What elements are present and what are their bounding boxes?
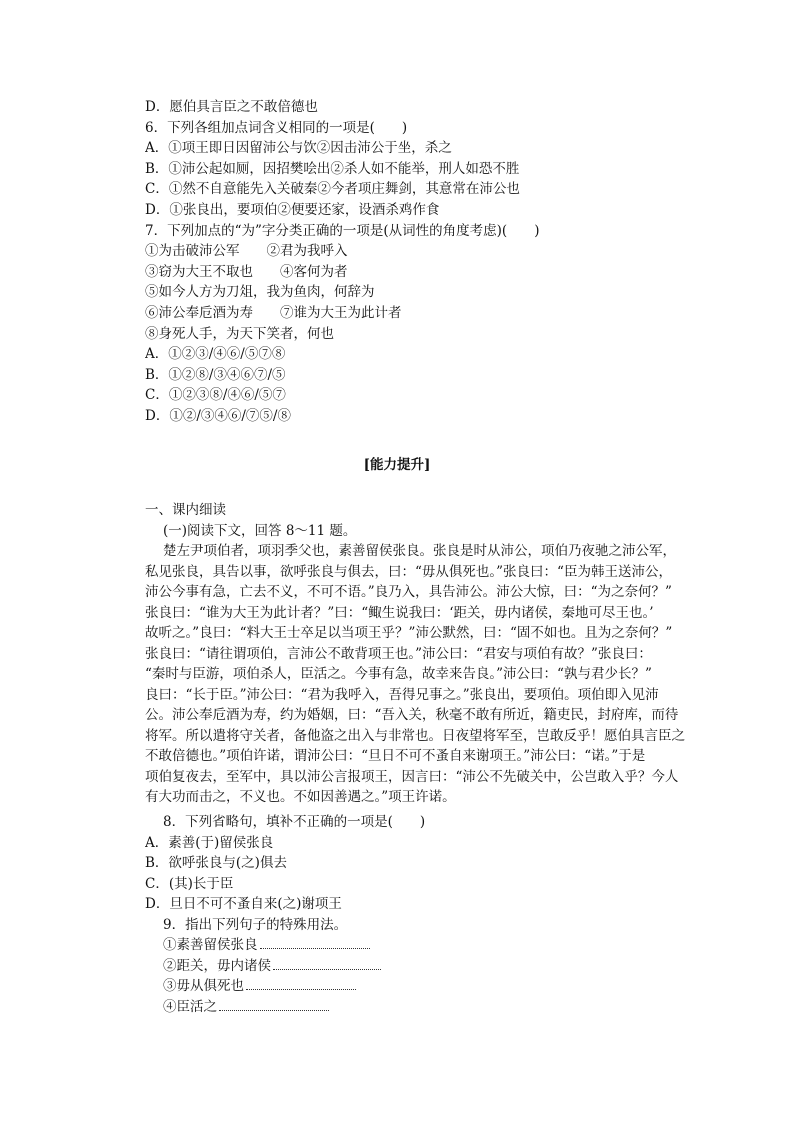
answer-blank[interactable] bbox=[260, 936, 370, 949]
passage-line: 公。沛公奉卮酒为寿，约为婚姻，曰：“吾入关，秋毫不敢有所近，籍吏民，封府库，而待 bbox=[145, 707, 679, 723]
reading-sub-title: (一)阅读下文，回答 8～11 题。 bbox=[163, 522, 357, 539]
q7-stem: 7．下列加点的“为”字分类正确的一项是(从词性的角度考虑)( ) bbox=[145, 222, 540, 239]
passage-line: 良曰：“长于臣。”沛公曰：“君为我呼入，吾得兄事之。”张良出，要项伯。项伯即入见沛 bbox=[145, 686, 659, 703]
q7-item-4: ⑥沛公奉卮酒为寿 ⑦谁为大王为此计者 bbox=[145, 305, 402, 321]
passage-line: 不敢倍德也。”项伯许诺，谓沛公曰：“旦日不可不蚤自来谢项王。”沛公曰：“诺。”于是 bbox=[145, 748, 646, 764]
q9-stem: 9．指出下列句子的特殊用法。 bbox=[163, 916, 348, 933]
passage-line: 私见张良，具告以事，欲呼张良与俱去，曰：“毋从俱死也。”张良曰：“臣为韩王送沛公， bbox=[145, 563, 672, 580]
q8-option-b: B．欲呼张良与(之)俱去 bbox=[145, 855, 287, 871]
q9-item-text: ①素善留侯张良 bbox=[163, 937, 258, 953]
q7-item-5: ⑧身死人手，为天下笑者，何也 bbox=[145, 325, 334, 342]
q7-item-1: ①为击破沛公军 ②君为我呼入 bbox=[145, 243, 348, 260]
q9-item-2 bbox=[163, 956, 685, 977]
q7-option-d: D．①②/③④⑥/⑦⑤/⑧ bbox=[145, 408, 291, 424]
answer-blank[interactable] bbox=[273, 957, 381, 970]
q6-option-b: B．①沛公起如厕，因招樊哙出②杀人如不能举，刑人如恐不胜 bbox=[145, 160, 520, 177]
q9-item-text: ④臣活之 bbox=[163, 998, 217, 1015]
q8-stem: 8．下列省略句，填补不正确的一项是( ) bbox=[163, 814, 426, 830]
q7-item-2: ③窃为大王不取也 ④客何为者 bbox=[145, 263, 348, 280]
passage-line: 张良曰：“谁为大王为此计者？”曰：“鲰生说我曰：‘距关，毋内诸侯，秦地可尽王也。’ bbox=[145, 604, 654, 621]
q7-item-3: ⑤如今人方为刀俎，我为鱼肉，何辞为 bbox=[145, 284, 375, 301]
q9-item-3 bbox=[163, 976, 685, 997]
q7-option-c: C．①②③⑧/④⑥/⑤⑦ bbox=[145, 387, 286, 404]
q5-option-d: D．愿伯具言臣之不敢倍德也 bbox=[145, 99, 318, 115]
answer-blank[interactable] bbox=[219, 998, 329, 1011]
passage-line: 项伯复夜去，至军中，具以沛公言报项王，因言曰：“沛公不先破关中，公岂敢入乎？今人 bbox=[145, 768, 679, 785]
q7-option-a: A．①②③/④⑥/⑤⑦⑧ bbox=[145, 346, 286, 363]
reading-part-title: 一、课内细读 bbox=[145, 502, 226, 518]
q6-option-d: D．①张良出，要项伯②便要还家，设酒杀鸡作食 bbox=[145, 202, 440, 218]
passage-line: 楚左尹项伯者，项羽季父也，素善留侯张良。张良是时从沛公，项伯乃夜驰之沛公军， bbox=[163, 543, 676, 559]
passage-line: 将军。所以遣将守关者，备他盗之出入与非常也。日夜望将军至，岂敢反乎！愿伯具言臣之 bbox=[145, 727, 685, 744]
q8-option-d: D．旦日不可不蚤自来(之)谢项王 bbox=[145, 896, 342, 912]
passage-line: “秦时与臣游，项伯杀人，臣活之。今事有急，故幸来告良。”沛公曰：“孰与君少长？” bbox=[145, 666, 652, 682]
passage-line: 张良曰：“请往谓项伯，言沛公不敢背项王也。”沛公曰：“君安与项伯有故？”张良曰： bbox=[145, 645, 652, 662]
passage-line: 有大功而击之，不义也。不如因善遇之。”项王许诺。 bbox=[145, 789, 456, 805]
q9-item-4 bbox=[163, 997, 685, 1018]
q6-stem: 6．下列各组加点词含义相同的一项是( ) bbox=[145, 119, 408, 136]
answer-blank[interactable] bbox=[246, 977, 356, 990]
q9-item-text: ②距关，毋内诸侯 bbox=[163, 957, 271, 974]
q7-option-b: B．①②⑧/③④⑥⑦/⑤ bbox=[145, 366, 286, 383]
q6-option-c: C．①然不自意能先入关破秦②今者项庄舞剑，其意常在沛公也 bbox=[145, 181, 520, 198]
passage-line: 沛公今事有急，亡去不义，不可不语。”良乃入，具告沛公。沛公大惊，曰：“为之奈何？” bbox=[145, 584, 672, 600]
q9-item-1 bbox=[163, 935, 685, 956]
q8-option-a: A．素善(于)留侯张良 bbox=[145, 834, 274, 851]
passage-line: 故听之。”良曰：“料大王士卒足以当项王乎？”沛公默然，曰：“固不如也。且为之奈何？” bbox=[145, 625, 673, 641]
section-heading: [能力提升] bbox=[363, 457, 431, 473]
q6-option-a: A．①项王即日因留沛公与饮②因击沛公于坐，杀之 bbox=[145, 140, 452, 157]
q8-option-c: C．(其)长于臣 bbox=[145, 875, 234, 892]
q9-item-text: ③毋从俱死也 bbox=[163, 978, 244, 994]
